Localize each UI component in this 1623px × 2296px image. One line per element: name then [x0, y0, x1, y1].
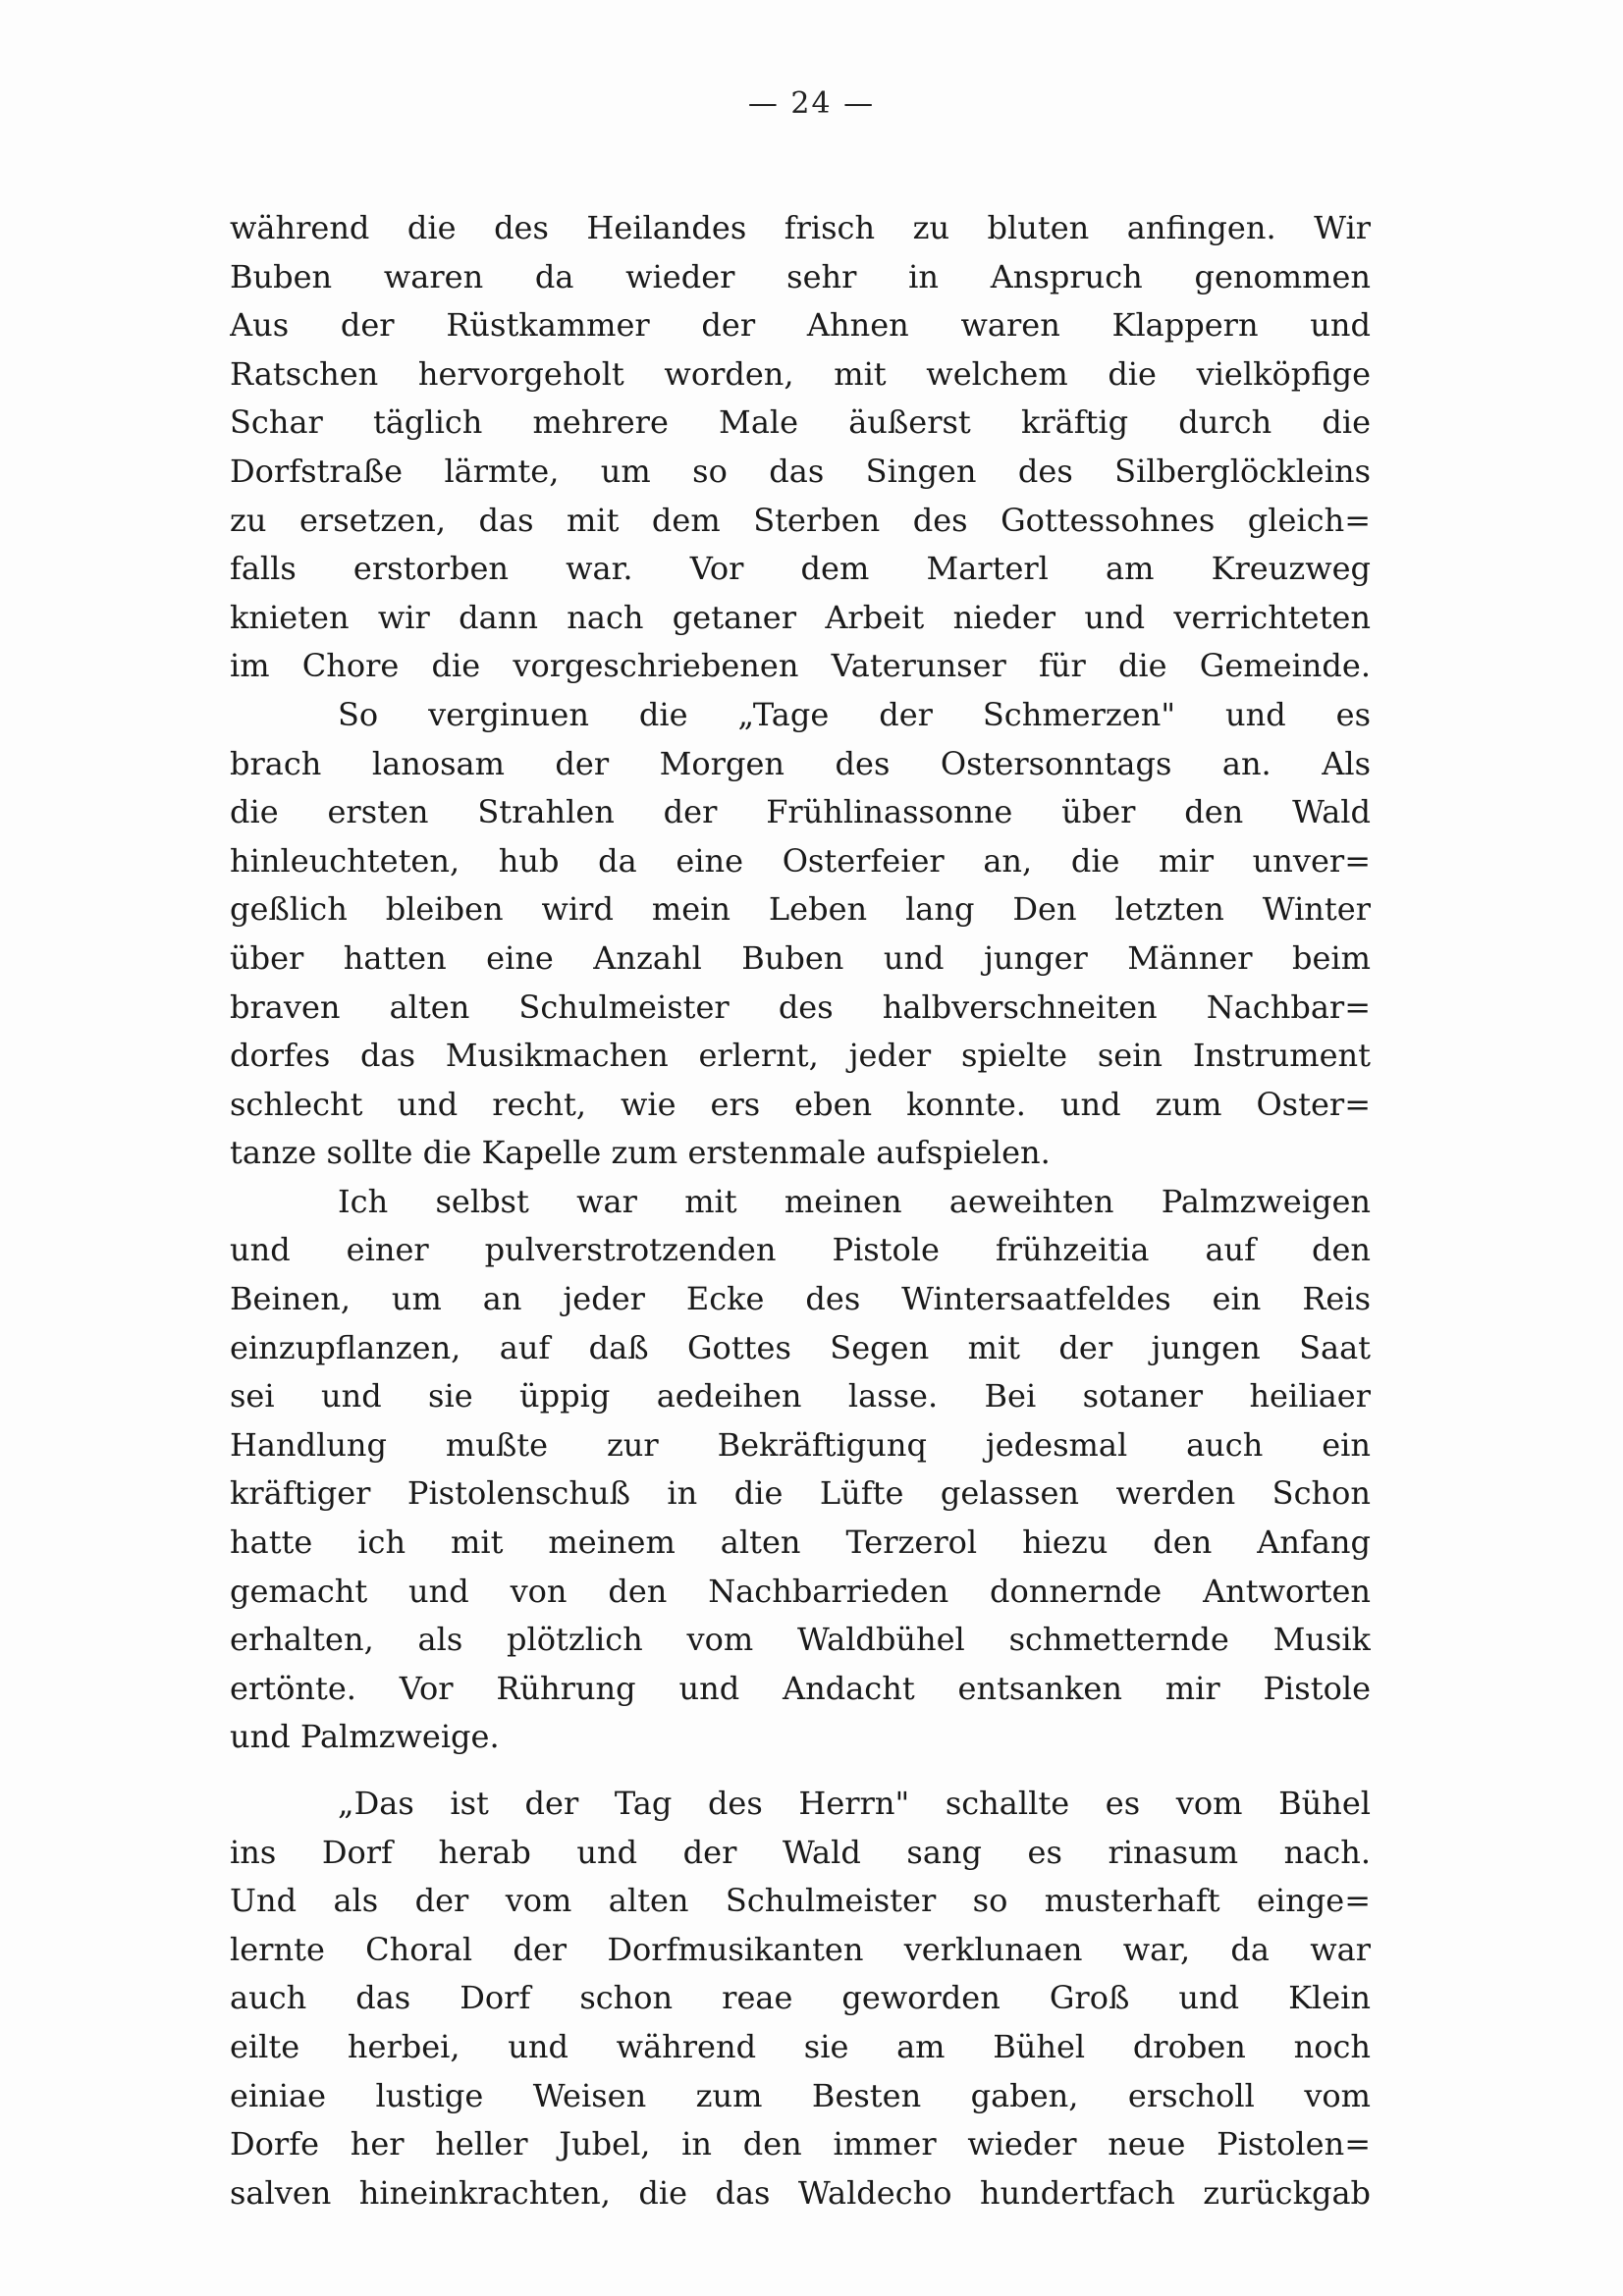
text-line: und einer pulverstrotzenden Pistole frühzeitia auf den: [230, 1231, 1371, 1269]
paragraph-spacer: [230, 1762, 1371, 1780]
text-line: Beinen, um an jeder Ecke des Wintersaatfeldes ein Reis: [230, 1280, 1371, 1318]
text-line: zu ersetzen, das mit dem Sterben des Gottessohnes gleich=: [230, 501, 1371, 539]
text-line: Ich selbst war mit meinen aeweihten Palmzweigen: [338, 1182, 1371, 1220]
text-line: tanze sollte die Kapelle zum erstenmale aufspielen.: [230, 1134, 1051, 1172]
text-line: eilte herbei, und während sie am Bühel droben noch: [230, 2027, 1371, 2065]
page-number: — 24 —: [747, 86, 876, 121]
text-line: lernte Choral der Dorfmusikanten verklunaen war, da war: [230, 1930, 1371, 1968]
text-line: die ersten Strahlen der Frühlinassonne über den Wald: [230, 793, 1371, 831]
text-line: schlecht und recht, wie ers eben konnte. und zum Oster=: [230, 1085, 1371, 1123]
text-line: erhalten, als plötzlich vom Waldbühel schmetternde Musik: [230, 1621, 1371, 1659]
text-line: kräftiger Pistolenschuß in die Lüfte gelassen werden Schon: [230, 1474, 1371, 1513]
text-line: im Chore die vorgeschriebenen Vaterunser für die Gemeinde.: [230, 647, 1371, 685]
text-line: Dorfstraße lärmte, um so das Singen des Silberglöckleins: [230, 452, 1371, 490]
paragraph-4: [230, 1780, 1371, 2217]
paragraph-3: [230, 1178, 1371, 1762]
text-line: während die des Heilandes frisch zu bluten anfingen. Wir: [230, 209, 1371, 246]
text-line: auch das Dorf schon reae geworden Groß und Klein: [230, 1979, 1371, 2017]
text-line: einiae lustige Weisen zum Besten gaben, erscholl vom: [230, 2076, 1371, 2114]
text-line: So verginuen die „Tage der Schmerzen" und es: [338, 695, 1371, 733]
text-line: brach lanosam der Morgen des Ostersonntags an. Als: [230, 744, 1371, 782]
text-line: geßlich bleiben wird mein Leben lang Den letzten Winter: [230, 890, 1371, 929]
paragraph-2: [230, 691, 1371, 1178]
text-line: Schar täglich mehrere Male äußerst kräftig durch die: [230, 403, 1371, 442]
text-line: ins Dorf herab und der Wald sang es rinasum nach.: [230, 1833, 1371, 1871]
text-line: salven hineinkrachten, die das Waldecho hundertfach zurückgab: [230, 2173, 1371, 2212]
text-line: „Das ist der Tag des Herrn" schallte es vom Bühel: [338, 1785, 1371, 1822]
text-line: sei und sie üppig aedeihen lasse. Bei sotaner heiliaer: [230, 1377, 1371, 1415]
text-line: falls erstorben war. Vor dem Marterl am Kreuzweg: [230, 550, 1371, 588]
text-line: ertönte. Vor Rührung und Andacht entsanken mir Pistole: [230, 1669, 1371, 1707]
text-line: über hatten eine Anzahl Buben und junger Männer beim: [230, 938, 1371, 977]
text-line: hatte ich mit meinem alten Terzerol hiezu den Anfang: [230, 1523, 1371, 1562]
text-line: und Palmzweige.: [230, 1718, 500, 1756]
body-text: [230, 204, 1371, 2217]
text-line: Aus der Rüstkammer der Ahnen waren Klappern und: [230, 306, 1371, 345]
text-line: Handlung mußte zur Bekräftigunq jedesmal auch ein: [230, 1425, 1371, 1464]
text-line: hinleuchteten, hub da eine Osterfeier an, die mir unver=: [230, 841, 1371, 880]
text-line: Dorfe her heller Jubel, in den immer wieder neue Pistolen=: [230, 2125, 1371, 2163]
text-line: einzupflanzen, auf daß Gottes Segen mit der jungen Saat: [230, 1328, 1371, 1366]
paragraph-1: [230, 204, 1371, 691]
text-line: Buben waren da wieder sehr in Anspruch genommen: [230, 257, 1371, 295]
text-line: braven alten Schulmeister des halbverschneiten Nachbar=: [230, 988, 1371, 1026]
text-line: Ratschen hervorgeholt worden, mit welchem die vielköpfige: [230, 354, 1371, 393]
text-line: knieten wir dann nach getaner Arbeit nieder und verrichteten: [230, 598, 1371, 636]
text-line: dorfes das Musikmachen erlernt, jeder spielte sein Instrument: [230, 1037, 1371, 1075]
text-line: Und als der vom alten Schulmeister so musterhaft einge=: [230, 1882, 1371, 1920]
text-line: gemacht und von den Nachbarrieden donnernde Antworten: [230, 1572, 1371, 1610]
